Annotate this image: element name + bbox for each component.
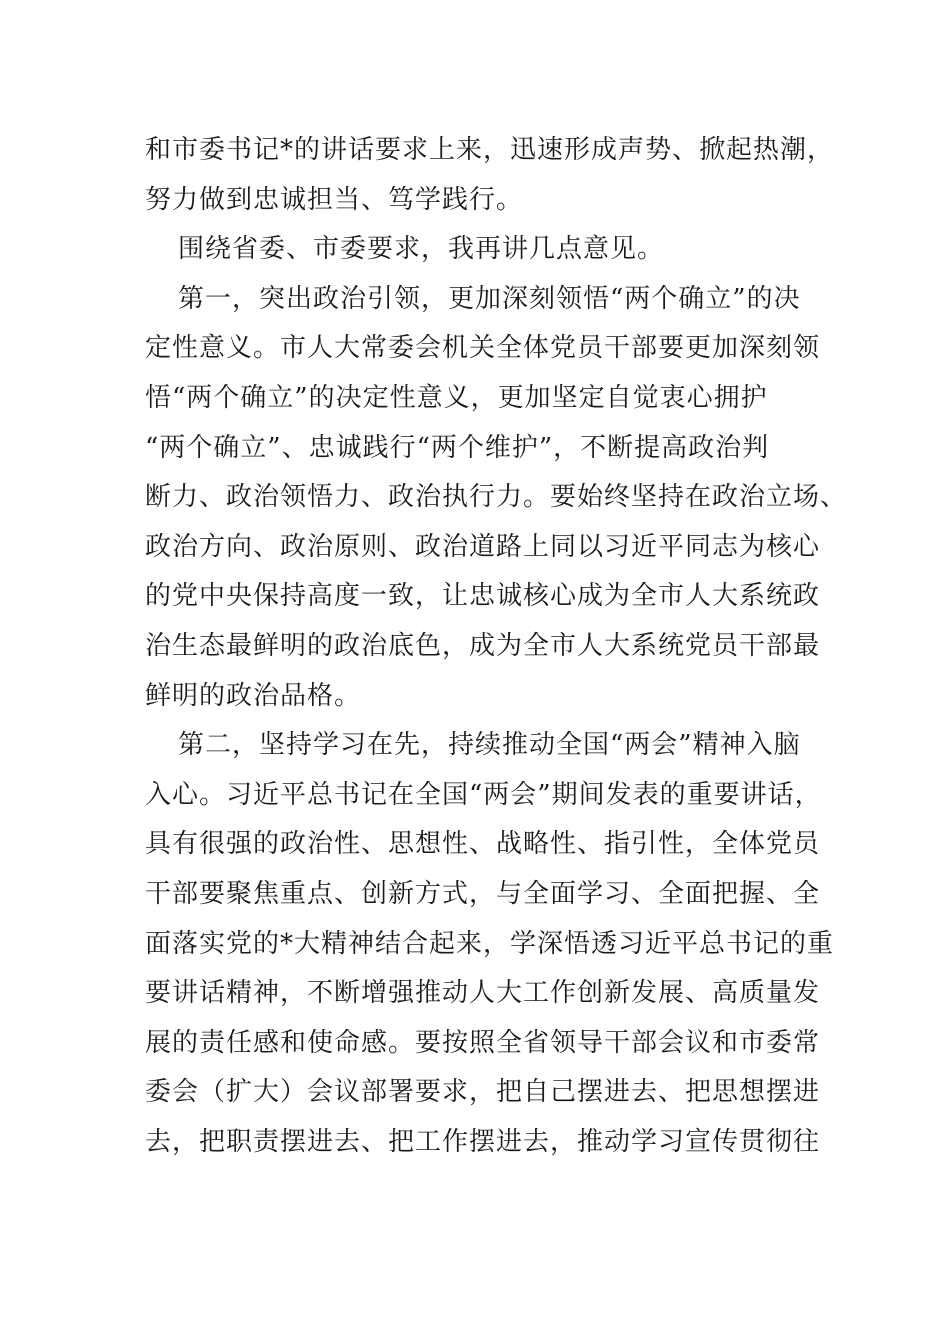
text-line: 努力做到忠诚担当、笃学践行。 — [145, 184, 524, 215]
text-line: 委会（扩大）会议部署要求，把自己摆进去、把思想摆进 — [145, 1077, 821, 1108]
text-line: 定性意义。市人大常委会机关全体党员干部要更加深刻领 — [145, 333, 821, 364]
text-line: 治生态最鲜明的政治底色，成为全市人大系统党员干部最 — [145, 630, 821, 661]
paragraph-start-line: 第一，突出政治引领，更加深刻领悟“两个确立”的决 — [178, 283, 801, 314]
text-line: 政治方向、政治原则、政治道路上同以习近平同志为核心 — [145, 531, 821, 562]
text-line: 的党中央保持高度一致，让忠诚核心成为全市人大系统政 — [145, 581, 821, 612]
document-body — [145, 126, 848, 1167]
paragraph-start-line: 围绕省委、市委要求，我再讲几点意见。 — [178, 234, 665, 265]
text-line: 具有很强的政治性、思想性、战略性、指引性，全体党员 — [145, 829, 821, 860]
text-line: “两个确立”、忠诚践行“两个维护”，不断提高政治判 — [145, 432, 770, 463]
text-line: 和市委书记*的讲话要求上来，迅速形成声势、掀起热潮， — [145, 135, 835, 165]
text-line: 要讲话精神，不断增强推动人大工作创新发展、高质量发 — [145, 978, 821, 1009]
paragraph-start-line: 第二，坚持学习在先，持续推动全国“两会”精神入脑 — [178, 730, 801, 761]
text-line: 面落实党的*大精神结合起来，学深悟透习近平总书记的重 — [145, 928, 835, 959]
text-line: 鲜明的政治品格。 — [145, 680, 362, 711]
text-line: 断力、政治领悟力、政治执行力。要始终坚持在政治立场、 — [145, 482, 848, 513]
text-line: 入心。习近平总书记在全国“两会”期间发表的重要讲话， — [145, 779, 822, 810]
text-line: 去，把职责摆进去、把工作摆进去，推动学习宣传贯彻往 — [145, 1126, 821, 1157]
text-line: 干部要聚焦重点、创新方式，与全面学习、全面把握、全 — [145, 878, 821, 909]
text-line: 悟“两个确立”的决定性意义，更加坚定自觉衷心拥护 — [145, 382, 768, 413]
text-line: 展的责任感和使命感。要按照全省领导干部会议和市委常 — [145, 1027, 821, 1058]
